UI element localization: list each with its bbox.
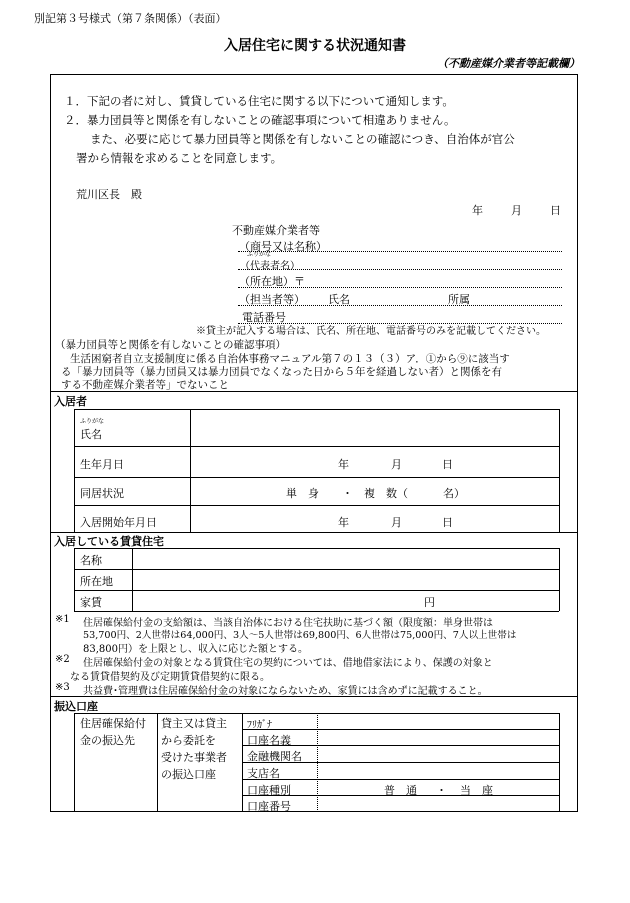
divider: [50, 696, 578, 697]
resident-name-field[interactable]: [192, 410, 558, 445]
bank-dest-label-2: 金の振込先: [80, 734, 135, 747]
household-single-option[interactable]: 単 身: [286, 487, 319, 500]
form-number: 別記第３号様式（第７条関係）（表面）: [34, 12, 227, 25]
note3-line1: 共益費･管理費は住居確保給付金の対象にならないため、家賃には含めずに記載すること。: [83, 686, 488, 697]
bank-owner-label-1: 貸主又は貸主: [161, 717, 227, 730]
row-line: [242, 729, 559, 730]
confirmation-heading: （暴力団員等と関係を有しないことの確認事項）: [55, 339, 286, 351]
bank-owner-label-3: 受けた事業者: [161, 751, 227, 764]
note1-line2: 53,700円、2人世帯は64,000円、3人～5人世帯は69,800円、6人世帯は75,000円、7人以上世帯は: [83, 630, 517, 641]
resident-table-left: [74, 409, 75, 532]
bank-section-title: 振込口座: [54, 700, 98, 713]
resident-movein-label: 入居開始年月日: [80, 516, 157, 529]
statement-item1: １．下記の者に対し、賃貸している住宅に関する以下について通知します。: [64, 94, 454, 108]
bank-owner-label-2: から委託を: [161, 734, 216, 747]
bank-table-left: [74, 713, 75, 812]
document-subtitle: （不動産媒介業者等記載欄）: [437, 57, 580, 70]
confirmation-line3: する不動産媒介業者等」でないこと: [61, 379, 229, 391]
statement-item2: ２．暴力団員等と関係を有しないことの確認事項について相違ありません。: [64, 113, 456, 127]
note3-mark: ※3: [55, 682, 70, 693]
agent-name-label[interactable]: 氏名: [328, 293, 350, 306]
note2-line1: 住居確保給付金の対象となる賃貸住宅の契約については、借地借家法により、保護の対象と: [83, 658, 493, 669]
date-day-label: 日: [550, 204, 561, 217]
household-count-unit: 名）: [443, 487, 465, 500]
address-line: [238, 287, 562, 288]
housing-name-label: 名称: [80, 554, 102, 567]
landlord-note: ※貸主が記入する場合は、氏名、所在地、電話番号のみを記載してください。: [196, 326, 546, 337]
bank-owner-label-4: の振込口座: [161, 768, 216, 781]
account-type-ordinary[interactable]: 普 通: [384, 784, 417, 797]
note2-mark: ※2: [55, 654, 70, 665]
housing-table-left: [74, 548, 75, 611]
household-separator: ・: [342, 487, 353, 500]
row-line: [242, 779, 559, 780]
trade-name-line: [238, 251, 562, 252]
resident-table-divider: [190, 409, 191, 532]
consent-line2: 署から情報を求めることを同意します。: [76, 151, 283, 165]
confirmation-line2: る「暴力団員等（暴力団員又は暴力団員でなくなった日から５年を経過しない者）と関係を有: [61, 366, 502, 378]
birth-month-label: 月: [391, 458, 402, 471]
document-title: 入居住宅に関する状況通知書: [224, 38, 406, 54]
housing-table-right: [559, 548, 560, 611]
bank-table-right: [559, 713, 560, 812]
household-multiple-option[interactable]: 複 数（: [364, 487, 408, 500]
confirmation-line1: 生活困窮者自立支援制度に係る自治体事務マニュアル第７の１３（３）ア．①から⑨に該当す: [70, 353, 510, 365]
resident-table-right: [559, 409, 560, 532]
rep-name-line: [238, 269, 562, 270]
row-line: [74, 477, 559, 478]
consent-line1: また、必要に応じて暴力団員等と関係を有しないことの確認につき、自治体が官公: [90, 132, 515, 146]
housing-table-divider: [132, 548, 133, 611]
agent-dept-label[interactable]: 所属: [448, 293, 470, 306]
institution-label: 金融機関名: [247, 750, 302, 763]
agent-trade-name-label[interactable]: （商号又は名称）: [239, 240, 327, 253]
note1-line1: 住居確保給付金の支給額は、当該自治体における住宅扶助に基づく額（限度額：単身世帯は: [83, 618, 493, 629]
row-line: [74, 611, 559, 612]
rep-furigana-label: ふりがな: [247, 251, 272, 258]
bank-dest-label-1: 住居確保給付: [80, 717, 146, 730]
agent-person-label: （担当者等）: [239, 293, 305, 306]
agent-rep-name-label[interactable]: （代表者名）: [240, 261, 300, 272]
date-month-label: 月: [511, 204, 522, 217]
movein-month-label: 月: [391, 516, 402, 529]
birth-year-label: 年: [338, 458, 349, 471]
agent-heading: 不動産媒介業者等: [232, 224, 320, 237]
birth-day-label: 日: [442, 458, 453, 471]
movein-year-label: 年: [338, 516, 349, 529]
row-line: [74, 446, 559, 447]
account-type-label: 口座種別: [247, 784, 291, 797]
housing-table-top: [74, 548, 559, 549]
branch-label: 支店名: [247, 767, 280, 780]
housing-rent-unit: 円: [424, 596, 435, 609]
agent-address-label[interactable]: （所在地）〒: [239, 275, 305, 288]
housing-location-label: 所在地: [80, 575, 113, 588]
resident-name-label: 氏名: [80, 428, 102, 441]
note1-mark: ※1: [55, 614, 70, 625]
housing-rent-label: 家賃: [80, 596, 102, 609]
row-line: [74, 505, 559, 506]
row-line: [74, 569, 559, 570]
agent-phone-label[interactable]: 電話番号: [242, 311, 286, 324]
resident-birth-label: 生年月日: [80, 458, 124, 471]
housing-section-title: 入居している賃貸住宅: [54, 535, 164, 548]
resident-furigana-label: ふりがな: [80, 418, 105, 425]
resident-section-title: 入居者: [54, 395, 87, 408]
movein-day-label: 日: [442, 516, 453, 529]
account-type-separator: ・: [436, 784, 447, 797]
date-year-label: 年: [472, 204, 483, 217]
row-line: [74, 590, 559, 591]
account-name-label: 口座名義: [247, 734, 291, 747]
account-type-current[interactable]: 当 座: [460, 784, 493, 797]
addressee: 荒川区長 殿: [76, 188, 142, 201]
kana-label: ﾌﾘｶﾞﾅ: [247, 720, 272, 731]
divider: [50, 391, 578, 392]
note1-line3: 83,800円）を上限とし、収入に応じた額とする。: [83, 644, 308, 655]
resident-household-label: 同居状況: [80, 487, 124, 500]
note2-line2: なる賃貸借契約及び定期賃貸借契約に限る。: [70, 672, 270, 683]
account-number-label: 口座番号: [247, 800, 291, 813]
bank-table-divider: [157, 713, 158, 812]
person-line: [238, 305, 562, 306]
